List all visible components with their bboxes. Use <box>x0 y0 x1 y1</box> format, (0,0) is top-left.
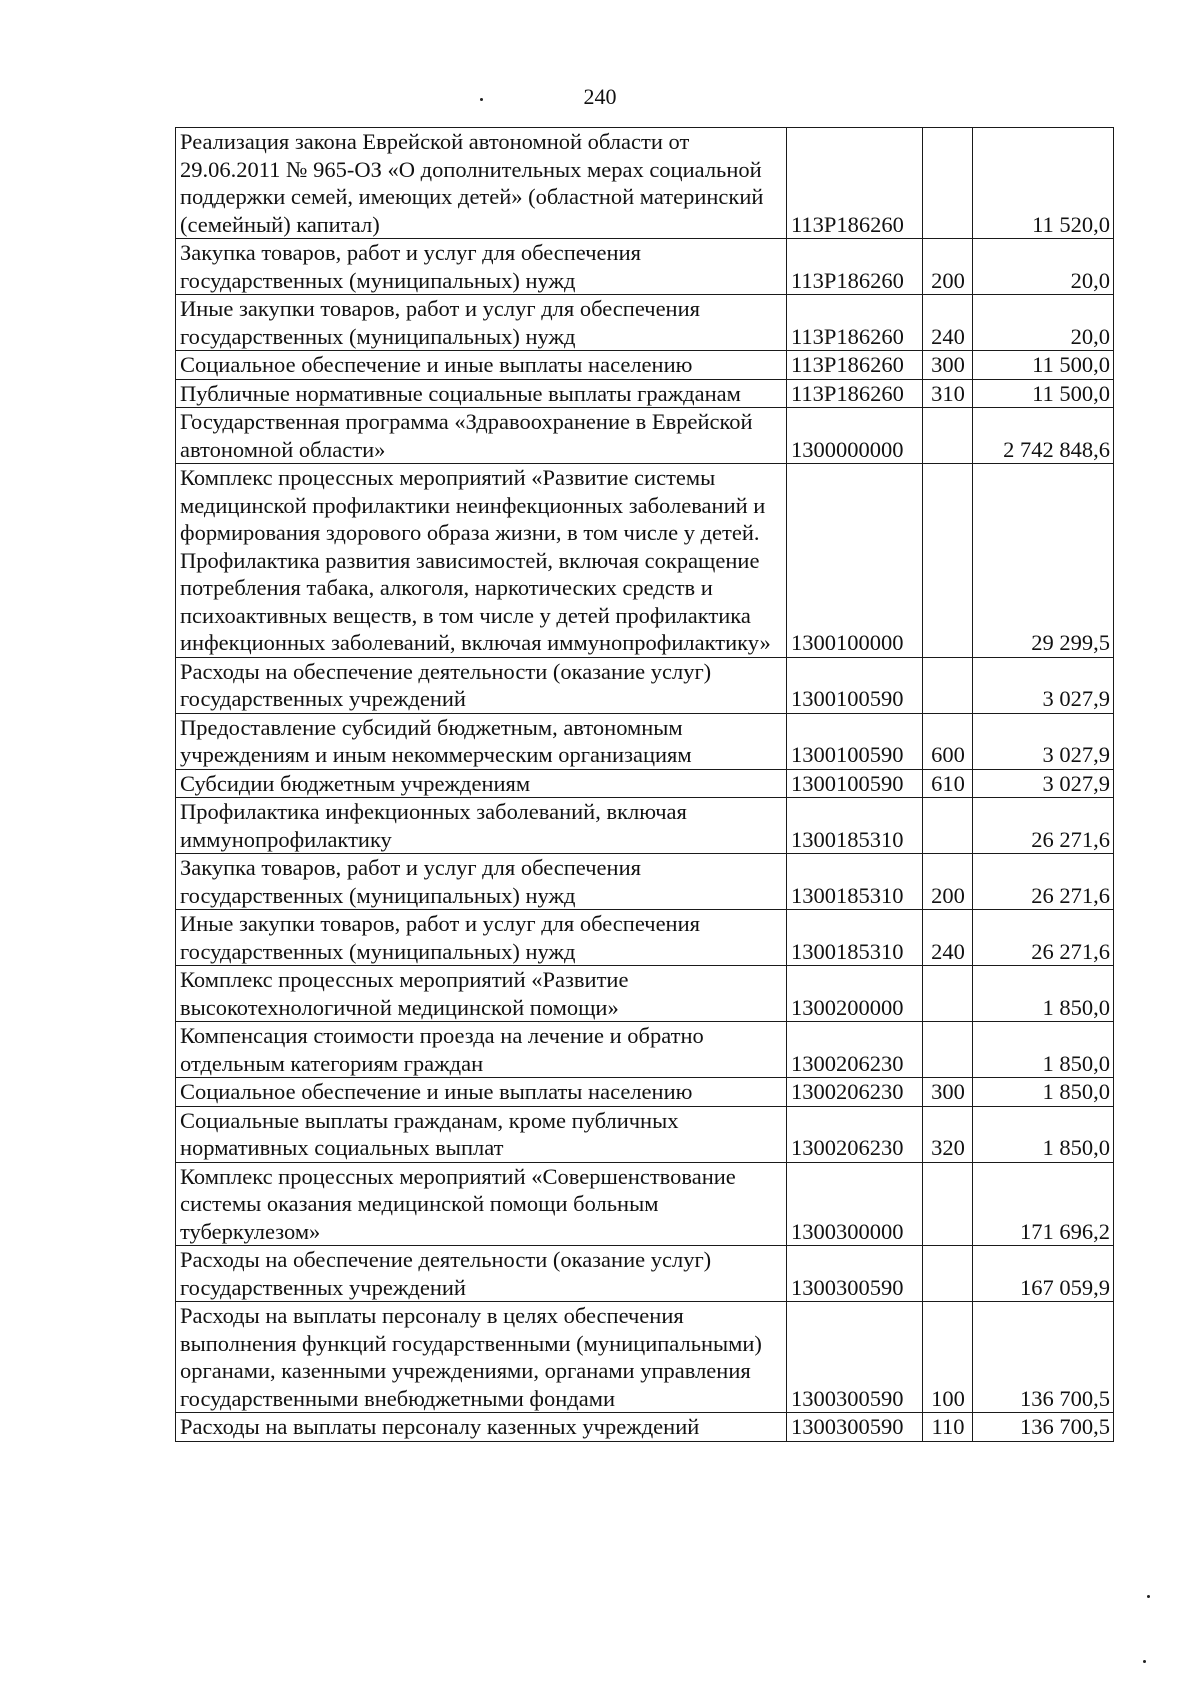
expense-name-cell: Закупка товаров, работ и услуг для обеспечения государственных (муниципальных) нужд <box>176 854 787 910</box>
target-article-code-cell: 1300300000 <box>787 1162 923 1246</box>
target-article-code-cell: 1300300590 <box>787 1246 923 1302</box>
expense-type-code-cell <box>923 464 973 658</box>
target-article-code-cell: 1300185310 <box>787 854 923 910</box>
expense-name-cell: Профилактика инфекционных заболеваний, включая иммунопрофилактику <box>176 798 787 854</box>
amount-cell: 136 700,5 <box>973 1302 1114 1413</box>
amount-cell: 171 696,2 <box>973 1162 1114 1246</box>
amount-cell: 1 850,0 <box>973 966 1114 1022</box>
expense-name-cell: Расходы на обеспечение деятельности (оказание услуг) государственных учреждений <box>176 657 787 713</box>
scan-speck <box>1147 1595 1150 1598</box>
expense-type-code-cell <box>923 657 973 713</box>
amount-cell: 1 850,0 <box>973 1078 1114 1107</box>
table-row <box>176 379 1114 408</box>
expense-type-code-cell: 610 <box>923 769 973 798</box>
expense-name-cell: Закупка товаров, работ и услуг для обеспечения государственных (муниципальных) нужд <box>176 239 787 295</box>
expense-type-code-cell <box>923 408 973 464</box>
expense-type-code-cell: 600 <box>923 713 973 769</box>
target-article-code-cell: 1300000000 <box>787 408 923 464</box>
amount-cell: 11 500,0 <box>973 379 1114 408</box>
target-article-code-cell: 1300100590 <box>787 769 923 798</box>
expense-name-cell: Иные закупки товаров, работ и услуг для обеспечения государственных (муниципальных) нужд <box>176 295 787 351</box>
amount-cell: 2 742 848,6 <box>973 408 1114 464</box>
amount-cell: 167 059,9 <box>973 1246 1114 1302</box>
expense-type-code-cell: 100 <box>923 1302 973 1413</box>
table-row <box>176 128 1114 239</box>
target-article-code-cell: 113P186260 <box>787 128 923 239</box>
amount-cell: 26 271,6 <box>973 798 1114 854</box>
table-row <box>176 854 1114 910</box>
target-article-code-cell: 113P186260 <box>787 351 923 380</box>
target-article-code-cell: 1300100590 <box>787 713 923 769</box>
expense-name-cell: Социальное обеспечение и иные выплаты населению <box>176 351 787 380</box>
amount-cell: 26 271,6 <box>973 854 1114 910</box>
expense-name-cell: Социальное обеспечение и иные выплаты населению <box>176 1078 787 1107</box>
table-row <box>176 966 1114 1022</box>
expense-name-cell: Расходы на выплаты персоналу в целях обеспечения выполнения функций государственными (муниципальными) органами, казенными учреждениями, органами управления государственными внебюджетными фондами <box>176 1302 787 1413</box>
table-row <box>176 798 1114 854</box>
target-article-code-cell: 1300206230 <box>787 1106 923 1162</box>
expense-type-code-cell: 320 <box>923 1106 973 1162</box>
expense-name-cell: Иные закупки товаров, работ и услуг для обеспечения государственных (муниципальных) нужд <box>176 910 787 966</box>
expense-name-cell: Расходы на выплаты персоналу казенных учреждений <box>176 1413 787 1442</box>
table-row <box>176 408 1114 464</box>
table-row <box>176 769 1114 798</box>
table-row <box>176 239 1114 295</box>
amount-cell: 1 850,0 <box>973 1022 1114 1078</box>
target-article-code-cell: 113P186260 <box>787 239 923 295</box>
expense-type-code-cell: 110 <box>923 1413 973 1442</box>
table-row <box>176 657 1114 713</box>
table-row <box>176 351 1114 380</box>
target-article-code-cell: 1300100590 <box>787 657 923 713</box>
expense-type-code-cell: 310 <box>923 379 973 408</box>
expense-type-code-cell: 200 <box>923 239 973 295</box>
table-row <box>176 1162 1114 1246</box>
table-row <box>176 295 1114 351</box>
amount-cell: 20,0 <box>973 295 1114 351</box>
expense-name-cell: Реализация закона Еврейской автономной области от 29.06.2011 № 965-ОЗ «О дополнительных мерах социальной поддержки семей, имеющих детей» (областной материнский (семейный) капитал) <box>176 128 787 239</box>
expense-name-cell: Компенсация стоимости проезда на лечение и обратно отдельным категориям граждан <box>176 1022 787 1078</box>
target-article-code-cell: 1300206230 <box>787 1022 923 1078</box>
target-article-code-cell: 1300185310 <box>787 910 923 966</box>
target-article-code-cell: 1300300590 <box>787 1413 923 1442</box>
target-article-code-cell: 113P186260 <box>787 379 923 408</box>
expense-name-cell: Государственная программа «Здравоохранение в Еврейской автономной области» <box>176 408 787 464</box>
expense-type-code-cell <box>923 966 973 1022</box>
amount-cell: 3 027,9 <box>973 657 1114 713</box>
amount-cell: 29 299,5 <box>973 464 1114 658</box>
expense-name-cell: Социальные выплаты гражданам, кроме публичных нормативных социальных выплат <box>176 1106 787 1162</box>
target-article-code-cell: 1300100000 <box>787 464 923 658</box>
expense-type-code-cell <box>923 1162 973 1246</box>
target-article-code-cell: 1300300590 <box>787 1302 923 1413</box>
expense-type-code-cell: 240 <box>923 910 973 966</box>
expense-name-cell: Предоставление субсидий бюджетным, автономным учреждениям и иным некоммерческим организациям <box>176 713 787 769</box>
expense-name-cell: Комплекс процессных мероприятий «Развитие высокотехнологичной медицинской помощи» <box>176 966 787 1022</box>
expense-type-code-cell: 240 <box>923 295 973 351</box>
amount-cell: 11 520,0 <box>973 128 1114 239</box>
amount-cell: 20,0 <box>973 239 1114 295</box>
target-article-code-cell: 1300185310 <box>787 798 923 854</box>
target-article-code-cell: 113P186260 <box>787 295 923 351</box>
amount-cell: 11 500,0 <box>973 351 1114 380</box>
scan-speck <box>1143 1660 1146 1663</box>
table-row <box>176 1022 1114 1078</box>
table-row <box>176 1413 1114 1442</box>
expense-type-code-cell <box>923 1246 973 1302</box>
table-row <box>176 1302 1114 1413</box>
table-row <box>176 910 1114 966</box>
amount-cell: 1 850,0 <box>973 1106 1114 1162</box>
expense-name-cell: Расходы на обеспечение деятельности (оказание услуг) государственных учреждений <box>176 1246 787 1302</box>
page-number: 240 <box>583 84 617 109</box>
amount-cell: 136 700,5 <box>973 1413 1114 1442</box>
expense-name-cell: Публичные нормативные социальные выплаты гражданам <box>176 379 787 408</box>
expense-type-code-cell: 200 <box>923 854 973 910</box>
expense-name-cell: Субсидии бюджетным учреждениям <box>176 769 787 798</box>
table-row <box>176 1106 1114 1162</box>
expense-type-code-cell <box>923 798 973 854</box>
expense-name-cell: Комплекс процессных мероприятий «Совершенствование системы оказания медицинской помощи больным туберкулезом» <box>176 1162 787 1246</box>
table-row <box>176 1078 1114 1107</box>
target-article-code-cell: 1300200000 <box>787 966 923 1022</box>
expense-type-code-cell: 300 <box>923 1078 973 1107</box>
budget-table-body <box>176 128 1114 1442</box>
budget-table <box>175 127 1114 1442</box>
table-row <box>176 713 1114 769</box>
amount-cell: 3 027,9 <box>973 713 1114 769</box>
table-row <box>176 464 1114 658</box>
expense-type-code-cell <box>923 1022 973 1078</box>
expense-type-code-cell: 300 <box>923 351 973 380</box>
table-row <box>176 1246 1114 1302</box>
target-article-code-cell: 1300206230 <box>787 1078 923 1107</box>
amount-cell: 26 271,6 <box>973 910 1114 966</box>
scan-speck <box>480 98 483 101</box>
amount-cell: 3 027,9 <box>973 769 1114 798</box>
expense-name-cell: Комплекс процессных мероприятий «Развитие системы медицинской профилактики неинфекционных заболеваний и формирования здорового образа жизни, в том числе у детей. Профилактика развития зависимостей, включая сокращение потребления табака, алкоголя, наркотических средств и психоактивных веществ, в том числе у детей профилактика инфекционных заболеваний, включая иммунопрофилактику» <box>176 464 787 658</box>
expense-type-code-cell <box>923 128 973 239</box>
